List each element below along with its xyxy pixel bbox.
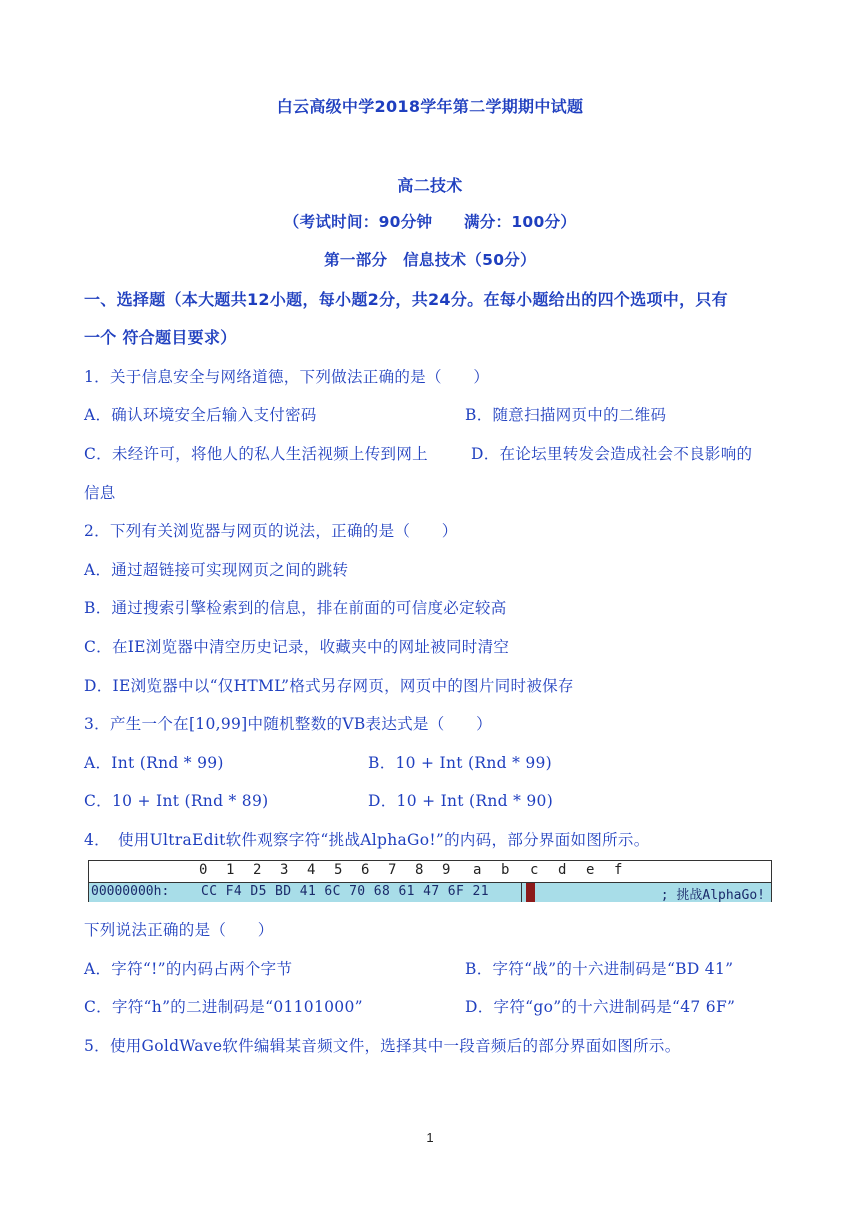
- q3-option-c: C．10 + Int (Rnd * 89): [84, 792, 269, 810]
- q1-option-d: D．在论坛里转发会造成社会不良影响的: [471, 445, 753, 463]
- hex-col: d: [558, 862, 567, 878]
- subject-title: 高二技术: [397, 176, 463, 195]
- hex-address: 00000000h:: [91, 884, 170, 899]
- q4-option-c: C．字符“h”的二进制码是“01101000”: [84, 998, 363, 1016]
- q3-option-b: B．10 + Int (Rnd * 99): [368, 754, 553, 772]
- q4-option-b: B．字符“战”的十六进制码是“BD 41”: [465, 960, 734, 978]
- section-heading-line1: 一、选择题（本大题共12小题，每小题2分，共24分。在每小题给出的四个选项中，只有: [84, 290, 728, 309]
- q1-option-b: B．随意扫描网页中的二维码: [465, 406, 667, 424]
- q4-option-a: A．字符“!”的内码占两个字节: [84, 960, 293, 978]
- hex-ascii-text: ; 挑战AlphaGo!: [660, 888, 765, 903]
- hex-bytes: CC F4 D5 BD 41 6C 70 68 61 47 6F 21: [201, 884, 489, 899]
- q2-option-a: A．通过超链接可实现网页之间的跳转: [84, 561, 349, 579]
- hex-col: 1: [226, 862, 235, 878]
- q2-option-d: D．IE浏览器中以“仅HTML”格式另存网页，网页中的图片同时被保存: [84, 677, 574, 695]
- part-title: 第一部分 信息技术（50分）: [324, 251, 536, 269]
- ultraedit-hex-view: [88, 860, 772, 902]
- q2-option-c: C．在IE浏览器中清空历史记录，收藏夹中的网址被同时清空: [84, 638, 510, 656]
- hex-col: a: [473, 862, 482, 878]
- text-cursor: [526, 883, 535, 902]
- q4-stem: 4． 使用UltraEdit软件观察字符“挑战AlphaGo!”的内码，部分界面如图所示。: [84, 831, 650, 849]
- section-heading-line2: 一个 符合题目要求）: [84, 328, 237, 347]
- exam-info: （考试时间：90分钟 满分：100分）: [283, 213, 577, 231]
- hex-col: 2: [253, 862, 262, 878]
- hex-col: 4: [307, 862, 316, 878]
- hex-col: 8: [415, 862, 424, 878]
- q1-option-a: A．确认环境安全后输入支付密码: [84, 406, 317, 424]
- q1-option-c: C．未经许可，将他人的私人生活视频上传到网上: [84, 445, 428, 463]
- q3-option-a: A．Int (Rnd * 99): [84, 754, 224, 772]
- hex-col: c: [530, 862, 539, 878]
- q3-option-d: D．10 + Int (Rnd * 90): [368, 792, 554, 810]
- hex-col: 5: [334, 862, 343, 878]
- q2-stem: 2．下列有关浏览器与网页的说法，正确的是（ ）: [84, 522, 458, 540]
- q5-stem: 5．使用GoldWave软件编辑某音频文件，选择其中一段音频后的部分界面如图所示。: [84, 1037, 681, 1055]
- page-number: 1: [426, 1130, 434, 1145]
- hex-separator: [521, 883, 522, 902]
- hex-column-header: [89, 861, 771, 881]
- hex-col: 9: [442, 862, 451, 878]
- q3-stem: 3．产生一个在[10,99]中随机整数的VB表达式是（ ）: [84, 715, 492, 733]
- hex-col: f: [614, 862, 623, 878]
- hex-col: 3: [280, 862, 289, 878]
- q1-option-d-cont: 信息: [84, 484, 116, 502]
- hex-col: 0: [199, 862, 208, 878]
- q1-stem: 1．关于信息安全与网络道德，下列做法正确的是（ ）: [84, 368, 490, 386]
- q4-option-d: D．字符“go”的十六进制码是“47 6F”: [465, 998, 736, 1016]
- hex-col: 7: [388, 862, 397, 878]
- hex-col: 6: [361, 862, 370, 878]
- q4-prompt: 下列说法正确的是（ ）: [84, 921, 274, 939]
- q2-option-b: B．通过搜索引擎检索到的信息，排在前面的可信度必定较高: [84, 599, 507, 617]
- hex-col: b: [501, 862, 510, 878]
- hex-data-row: [89, 882, 771, 902]
- exam-title: 白云高级中学2018学年第二学期期中试题: [276, 97, 584, 116]
- hex-col: e: [586, 862, 595, 878]
